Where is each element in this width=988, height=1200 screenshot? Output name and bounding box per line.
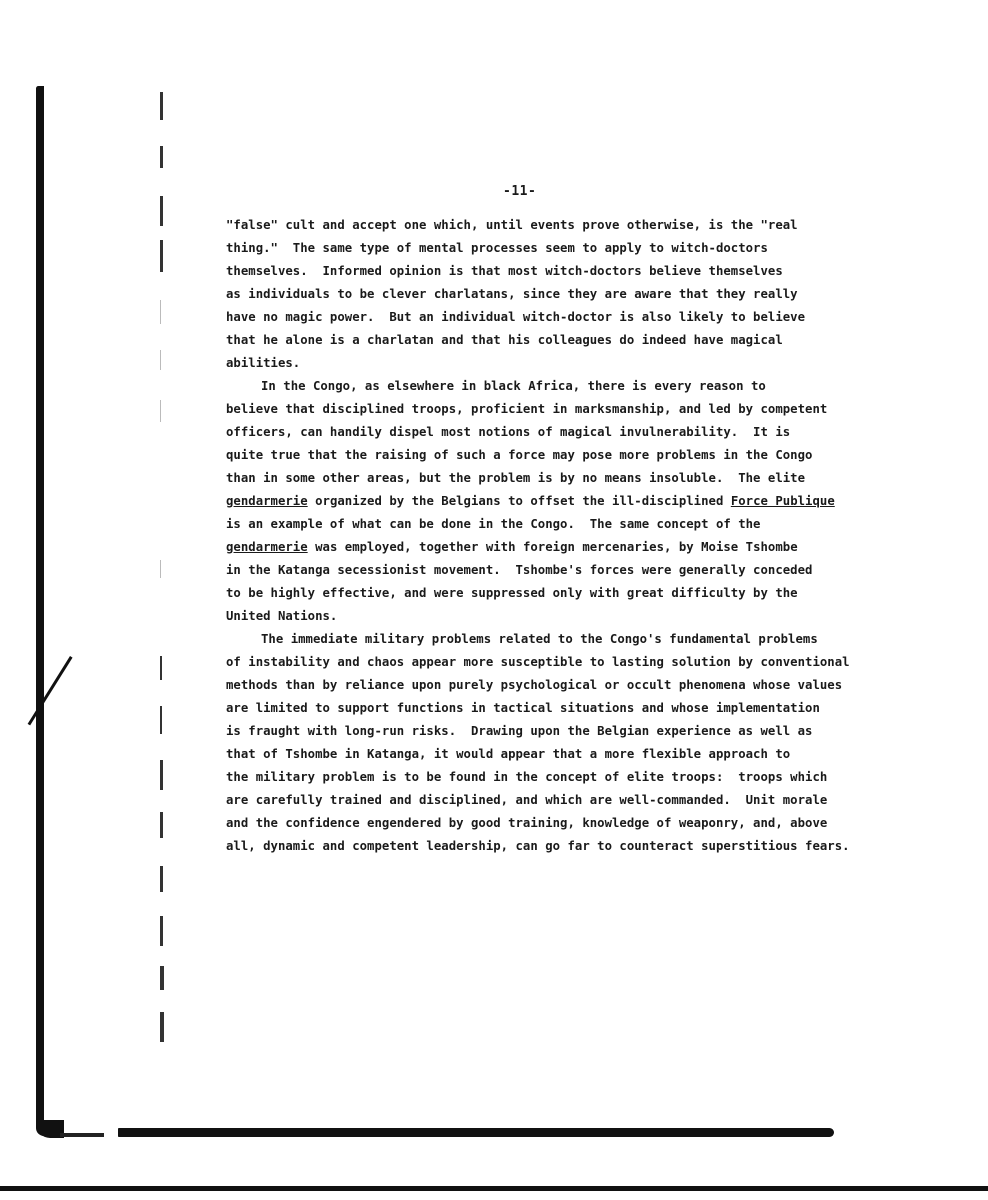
margin-tick <box>160 916 163 946</box>
paragraph-1 <box>226 214 846 375</box>
margin-tick <box>160 966 164 990</box>
text-line: abilities. <box>226 356 301 370</box>
text-line: of instability and chaos appear more susceptible to lasting solution by conventional <box>226 655 850 669</box>
text-line: that of Tshombe in Katanga, it would appear that a more flexible approach to <box>226 747 791 761</box>
text-line: themselves. Informed opinion is that most witch-doctors believe themselves <box>226 264 783 278</box>
margin-tick <box>160 812 163 838</box>
text-line: to be highly effective, and were suppressed only with great difficulty by the <box>226 586 798 600</box>
text-line: The immediate military problems related to the Congo's fundamental problems <box>261 632 818 646</box>
margin-tick <box>160 706 162 734</box>
scan-streak-small <box>60 1133 104 1137</box>
text-line <box>226 536 846 559</box>
margin-tick <box>160 196 163 226</box>
text-line: and the confidence engendered by good training, knowledge of weaponry, and, above <box>226 816 828 830</box>
text-line: in the Katanga secessionist movement. Tshombe's forces were generally conceded <box>226 563 813 577</box>
text-line: are carefully trained and disciplined, and which are well-commanded. Unit morale <box>226 793 828 807</box>
scan-bottom-rule <box>0 1186 988 1191</box>
underlined-term: Force Publique <box>730 494 835 508</box>
text-line: that he alone is a charlatan and that his colleagues do indeed have magical <box>226 333 783 347</box>
text-span: organized by the Belgians to offset the ill-disciplined <box>307 494 731 508</box>
text-line: thing." The same type of mental processes seem to apply to witch-doctors <box>226 241 768 255</box>
text-line: are limited to support functions in tactical situations and whose implementation <box>226 701 820 715</box>
margin-tick <box>160 240 163 272</box>
underlined-term: gendarmerie <box>226 540 308 554</box>
paragraph-2 <box>226 375 846 628</box>
text-line: methods than by reliance upon purely psychological or occult phenomena whose values <box>226 678 843 692</box>
margin-tick <box>160 1012 164 1042</box>
text-line: all, dynamic and competent leadership, can go far to counteract superstitious fears. <box>226 839 850 853</box>
text-line <box>226 490 846 513</box>
text-line: officers, can handily dispel most notions of magical invulnerability. It is <box>226 425 791 439</box>
text-line: believe that disciplined troops, proficient in marksmanship, and led by competent <box>226 402 828 416</box>
text-span: was employed, together with foreign mercenaries, by Moise Tshombe <box>307 540 798 554</box>
text-line: United Nations. <box>226 609 338 623</box>
margin-tick <box>160 300 161 324</box>
text-line: quite true that the raising of such a force may pose more problems in the Congo <box>226 448 813 462</box>
text-line: In the Congo, as elsewhere in black Africa, there is every reason to <box>261 379 766 393</box>
margin-tick <box>160 866 163 892</box>
body-text <box>226 214 850 858</box>
underlined-term: gendarmerie <box>226 494 308 508</box>
margin-tick <box>160 656 162 680</box>
text-line: "false" cult and accept one which, until events prove otherwise, is the "real <box>226 218 798 232</box>
margin-tick <box>160 146 163 168</box>
text-line: the military problem is to be found in the concept of elite troops: troops which <box>226 770 828 784</box>
margin-tick <box>160 400 161 422</box>
margin-tick <box>160 760 163 790</box>
scan-streak-bottom <box>118 1128 834 1137</box>
paragraph-3 <box>226 628 850 858</box>
text-line: have no magic power. But an individual witch-doctor is also likely to believe <box>226 310 806 324</box>
scan-edge-left <box>36 86 44 1136</box>
margin-tick <box>160 350 161 370</box>
text-line: than in some other areas, but the problem is by no means insoluble. The elite <box>226 471 806 485</box>
text-line: is an example of what can be done in the Congo. The same concept of the <box>226 517 761 531</box>
page-number: -11- <box>503 184 537 199</box>
margin-tick <box>160 560 161 578</box>
margin-pen-mark <box>28 656 73 725</box>
margin-tick <box>160 92 163 120</box>
text-line: is fraught with long-run risks. Drawing upon the Belgian experience as well as <box>226 724 813 738</box>
text-line: as individuals to be clever charlatans, since they are aware that they really <box>226 287 798 301</box>
